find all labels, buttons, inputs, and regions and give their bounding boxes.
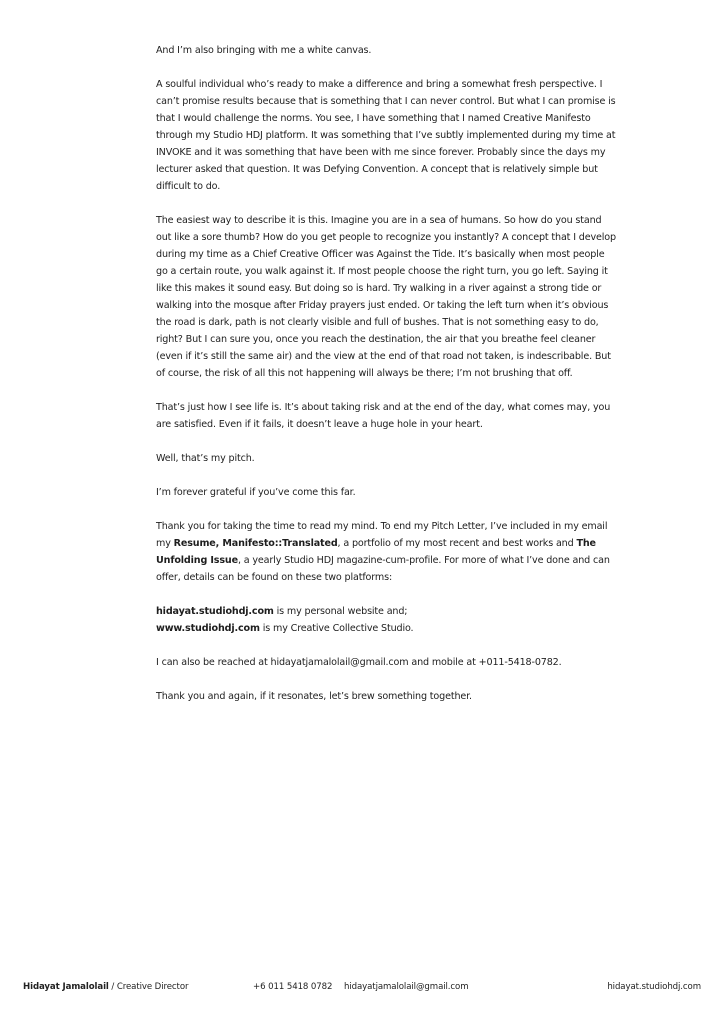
paragraph-creative-manifesto: A soulful individual who’s ready to make a difference and bring a somewhat fresh perspective. I can’t promise results because that is something that I can never control. But what I can promise is that I would challenge the norms. You see, I have something that I named Creative Manifesto through my Studio HDJ platform. It was something that I’ve subtly implemented during my time at INVOKE and it was something that have been with me since forever. Probably since the days my lecturer asked that question. It was Defying Convention. A concept that is relatively simple but difficult to do.: [156, 79, 616, 192]
paragraph-pitch: Well, that’s my pitch.: [156, 453, 255, 464]
attachments-text-3: , a yearly Studio HDJ magazine-cum-profile. For more of what I’ve done and can offer, details can be found on these two platforms:: [156, 555, 610, 583]
attachments-text-2: , a portfolio of my most recent and best works and: [337, 538, 577, 549]
resume-manifesto-title: Resume, Manifesto::Translated: [173, 538, 338, 549]
personal-website-link[interactable]: hidayat.studiohdj.com: [156, 606, 274, 617]
unfolding-issue-title: The Unfolding Issue: [156, 538, 596, 566]
footer-name: Hidayat Jamalolail: [23, 982, 109, 992]
paragraph-against-the-tide: The easiest way to describe it is this. Imagine you are in a sea of humans. So how do you stand out like a sore thumb? How do you get people to recognize you instantly? A concept that I develop during my time as a Chief Creative Officer was Against the Tide. It’s basically when most people go a certain route, you walk against it. If most people choose the right turn, you go left. Saying it like this makes it sound easy. But doing so is hard. Try walking in a river against a strong tide or walking into the mosque after Friday prayers just ended. Or taking the left turn when it’s obvious the road is dark, path is not clearly visible and full of bushes. That is not something easy to do, right? But I can sure you, once you reach the destination, the air that you breathe feel cleaner (even if it’s still the same air) and the view at the end of that road not taken, is indescribable. But of course, the risk of all this not happening will always be there; I’m not brushing that off.: [156, 215, 616, 379]
paragraph-contact: I can also be reached at hidayatjamalolail@gmail.com and mobile at +011-5418-0782.: [156, 657, 562, 668]
footer-email[interactable]: hidayatjamalolail@gmail.com: [344, 982, 469, 992]
footer-phone[interactable]: +6 011 5418 0782: [253, 982, 333, 992]
paragraph-personal-website: [156, 603, 618, 620]
page-footer: [0, 979, 724, 995]
studio-website-link[interactable]: www.studiohdj.com: [156, 623, 260, 634]
paragraph-studio-website: [156, 620, 618, 637]
letter-body: [156, 42, 618, 722]
paragraph-life-view: That’s just how I see life is. It’s about taking risk and at the end of the day, what comes may, you are satisfied. Even if it fails, it doesn’t leave a huge hole in your heart.: [156, 402, 611, 430]
paragraph-closing: Thank you and again, if it resonates, let’s brew something together.: [156, 691, 472, 702]
footer-title: / Creative Director: [108, 982, 189, 992]
paragraph-white-canvas: And I’m also bringing with me a white canvas.: [156, 45, 372, 56]
studio-website-text: is my Creative Collective Studio.: [259, 623, 414, 634]
paragraph-grateful: I’m forever grateful if you’ve come this far.: [156, 487, 356, 498]
personal-website-text: is my personal website and;: [273, 606, 408, 617]
footer-name-title: [23, 979, 188, 995]
attachments-text-1: Thank you for taking the time to read my mind. To end my Pitch Letter, I’ve included in my email my: [156, 521, 608, 549]
footer-website[interactable]: hidayat.studiohdj.com: [607, 982, 701, 992]
paragraph-attachments: [156, 518, 618, 586]
